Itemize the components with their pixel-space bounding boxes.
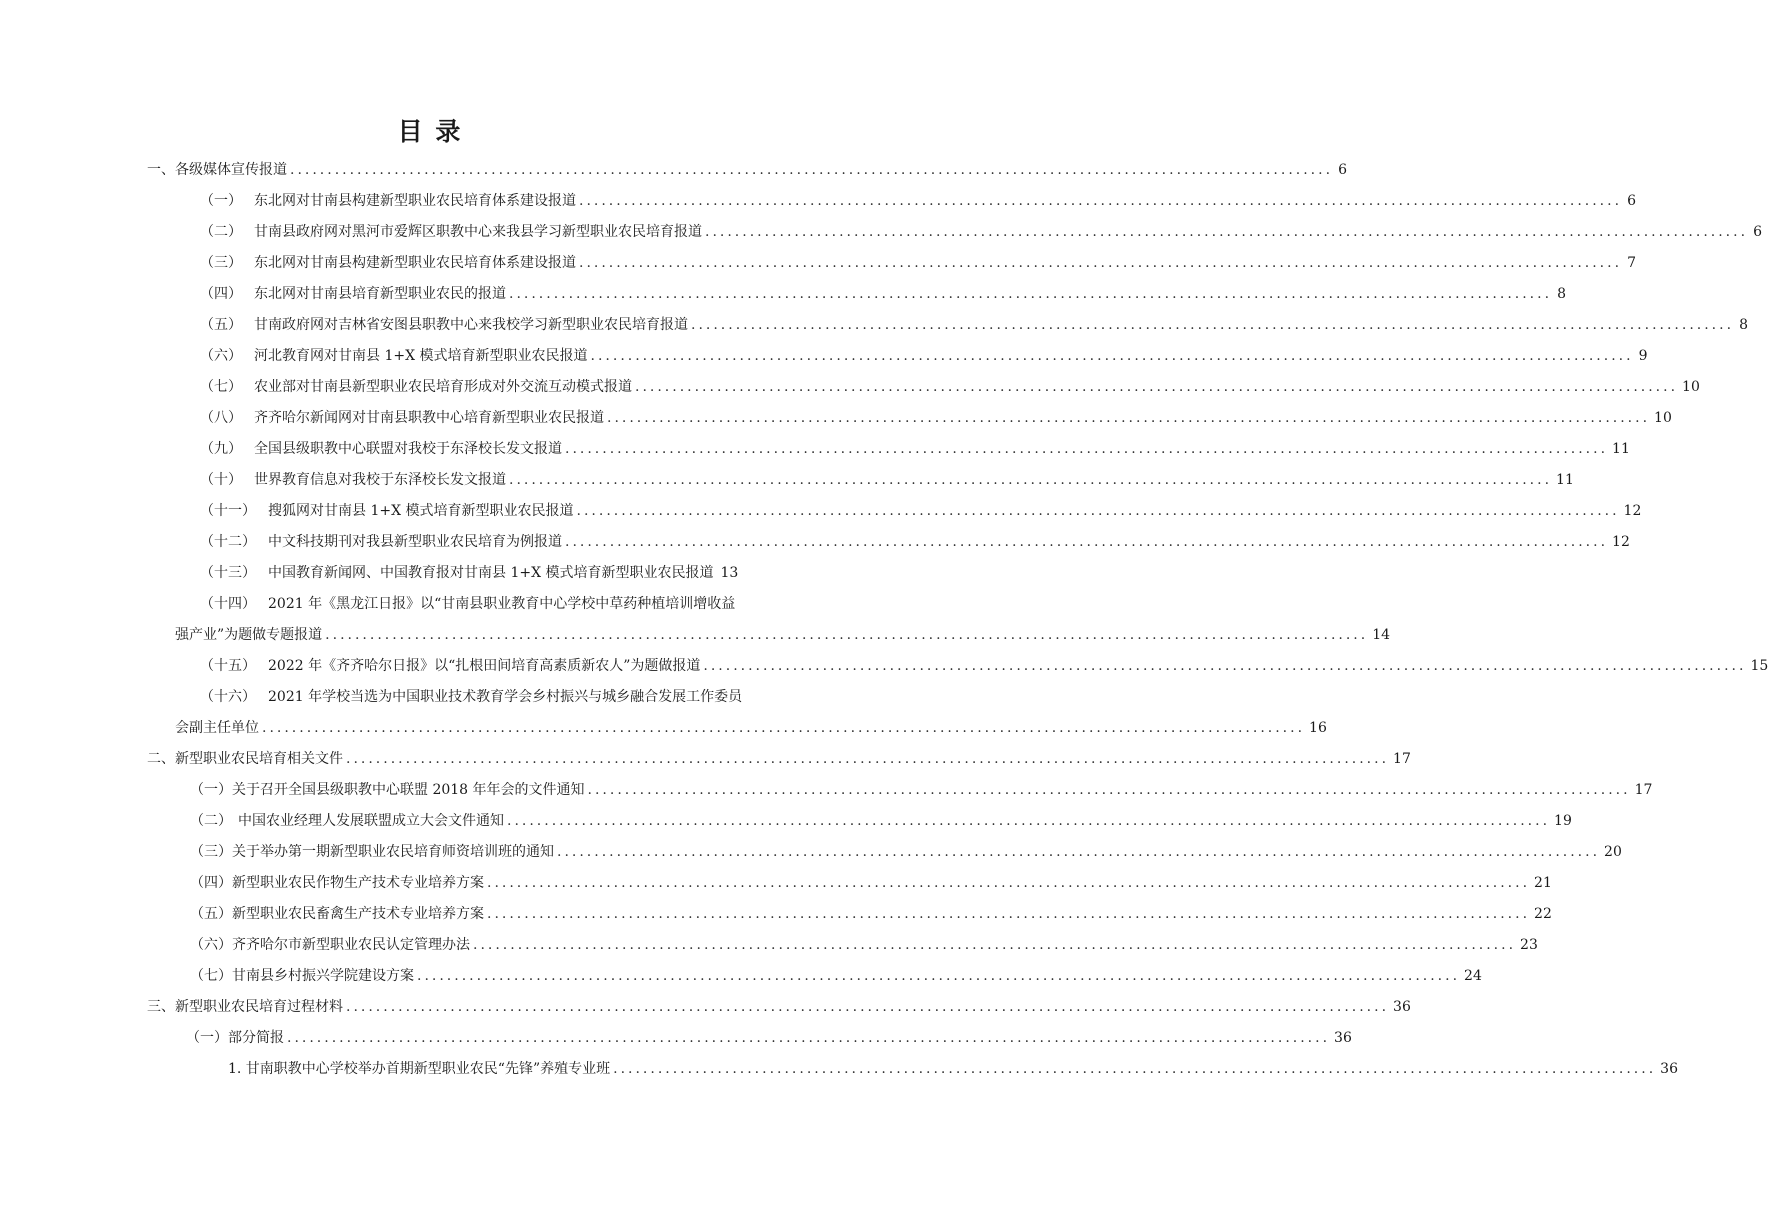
toc-page-number: 24 (1464, 968, 1482, 984)
leader-dots: ............................................................................................................................................ (287, 1030, 1331, 1046)
item-number: （五） (190, 906, 232, 922)
item-title: 关于举办第一期新型职业农民培育师资培训班的通知 (232, 844, 554, 860)
item-title: 2021 年《黑龙江日报》以“甘南县职业教育中心学校中草药种植培训增收益 (268, 596, 736, 612)
item-number: （四） (200, 286, 242, 302)
toc-page-number: 23 (1520, 937, 1538, 953)
leader-dots: ............................................................................................................................................ (607, 410, 1651, 426)
toc-item-2-6[interactable] (190, 934, 1538, 956)
toc-page-number: 14 (1372, 627, 1391, 643)
toc-page-number: 17 (1634, 782, 1653, 798)
toc-item-1-11[interactable] (200, 500, 1642, 522)
toc-section-1[interactable] (147, 159, 1348, 181)
toc-section-3[interactable] (147, 996, 1411, 1018)
item-title: 中文科技期刊对我县新型职业农民培育为例报道 (268, 534, 562, 550)
toc-item-1-14[interactable] (175, 624, 1391, 646)
leader-dots: ............................................................................................................................................ (346, 751, 1390, 767)
item-title-continued: 强产业”为题做专题报道 (175, 627, 323, 643)
toc-label: 1. 甘南职教中心学校举办首期新型职业农民“先锋”养殖专业班 (228, 1061, 611, 1077)
toc-page-number: 36 (1660, 1061, 1678, 1077)
toc-item-1-14-line1[interactable] (200, 593, 735, 615)
toc-item-1-7[interactable] (200, 376, 1700, 398)
toc-label: （一）部分简报 (186, 1030, 284, 1046)
toc-page-number: 15 (1750, 658, 1768, 674)
item-number: （二） (190, 813, 232, 829)
item-title: 齐齐哈尔市新型职业农民认定管理办法 (232, 937, 470, 953)
leader-dots: ............................................................................................................................................ (262, 720, 1306, 736)
leader-dots: ............................................................................................................................................ (507, 813, 1551, 829)
item-title: 东北网对甘南县构建新型职业农民培育体系建设报道 (254, 255, 576, 271)
item-number: （五） (200, 317, 242, 333)
leader-dots: ............................................................................................................................................ (509, 472, 1553, 488)
leader-dots: ............................................................................................................................................ (613, 1061, 1657, 1077)
item-title: 搜狐网对甘南县 1+X 模式培育新型职业农民报道 (268, 503, 574, 519)
item-number: （七） (190, 968, 232, 984)
item-title: 东北网对甘南县培育新型职业农民的报道 (254, 286, 506, 302)
item-number: （十） (200, 472, 242, 488)
page-title: 目 录 (397, 117, 463, 146)
item-title: 中国农业经理人发展联盟成立大会文件通知 (238, 813, 504, 829)
toc-page-number: 6 (1627, 193, 1637, 209)
item-number: （七） (200, 379, 242, 395)
leader-dots: ............................................................................................................................................ (346, 999, 1390, 1015)
toc-page-number: 8 (1739, 317, 1749, 333)
toc-item-3-1-1[interactable] (228, 1058, 1678, 1080)
item-title: 中国教育新闻网、中国教育报对甘南县 1+X 模式培育新型职业农民报道 (268, 565, 714, 581)
toc-page-number: 7 (1627, 255, 1637, 271)
toc-item-1-3[interactable] (200, 252, 1637, 274)
toc-page-number: 10 (1682, 379, 1700, 395)
item-title: 关于召开全国县级职教中心联盟 2018 年年会的文件通知 (232, 782, 585, 798)
toc-page-number: 13 (720, 565, 739, 581)
item-title: 农业部对甘南县新型职业农民培育形成对外交流互动模式报道 (254, 379, 632, 395)
item-number: （三） (190, 844, 232, 860)
item-title: 河北教育网对甘南县 1+X 模式培育新型职业农民报道 (254, 348, 588, 364)
toc-item-1-15[interactable] (200, 655, 1768, 677)
item-number: （十四） (200, 596, 256, 612)
toc-item-1-1[interactable] (200, 190, 1637, 212)
toc-item-1-2[interactable] (200, 221, 1763, 243)
item-title: 甘南县乡村振兴学院建设方案 (232, 968, 414, 984)
item-title: 2021 年学校当选为中国职业技术教育学会乡村振兴与城乡融合发展工作委员 (268, 689, 743, 705)
toc-page-number: 6 (1338, 162, 1348, 178)
toc-label: 三、新型职业农民培育过程材料 (147, 999, 343, 1015)
item-number: （十三） (200, 565, 256, 581)
leader-dots: ............................................................................................................................................ (325, 627, 1369, 643)
item-number: （九） (200, 441, 242, 457)
toc-item-1-12[interactable] (200, 531, 1630, 553)
toc-page-number: 11 (1612, 441, 1630, 457)
item-number: （十六） (200, 689, 256, 705)
toc-item-2-7[interactable] (190, 965, 1482, 987)
leader-dots: ............................................................................................................................................ (487, 906, 1531, 922)
toc-item-1-6[interactable] (200, 345, 1648, 367)
toc-item-1-13[interactable] (200, 562, 739, 584)
leader-dots: ............................................................................................................................................ (473, 937, 1517, 953)
toc-label: 一、各级媒体宣传报道 (147, 162, 287, 178)
leader-dots: ............................................................................................................................................ (565, 534, 1609, 550)
item-title: 齐齐哈尔新闻网对甘南县职教中心培育新型职业农民报道 (254, 410, 604, 426)
toc-item-2-4[interactable] (190, 872, 1552, 894)
toc-item-1-10[interactable] (200, 469, 1574, 491)
item-title: 新型职业农民作物生产技术专业培养方案 (232, 875, 484, 891)
item-title-continued: 会副主任单位 (175, 720, 259, 736)
toc-page-number: 12 (1612, 534, 1630, 550)
toc-item-2-3[interactable] (190, 841, 1622, 863)
item-number: （四） (190, 875, 232, 891)
toc-page-number: 16 (1309, 720, 1327, 736)
leader-dots: ............................................................................................................................................ (579, 193, 1623, 209)
item-number: （六） (190, 937, 232, 953)
item-title: 2022 年《齐齐哈尔日报》以“扎根田间培育高素质新农人”为题做报道 (268, 658, 701, 674)
item-number: （三） (200, 255, 242, 271)
toc-page-number: 8 (1557, 286, 1567, 302)
leader-dots: ............................................................................................................................................ (290, 162, 1334, 178)
item-number: （一） (190, 782, 232, 798)
toc-page-number: 20 (1604, 844, 1622, 860)
item-number: （八） (200, 410, 242, 426)
toc-item-1-16-line1[interactable] (200, 686, 742, 708)
toc-item-2-2[interactable] (190, 810, 1572, 832)
item-number: （十二） (200, 534, 256, 550)
toc-item-1-16[interactable] (175, 717, 1327, 739)
leader-dots: ............................................................................................................................................ (417, 968, 1461, 984)
toc-page-number: 6 (1753, 224, 1763, 240)
toc-item-2-1[interactable] (190, 779, 1653, 801)
item-title: 东北网对甘南县构建新型职业农民培育体系建设报道 (254, 193, 576, 209)
toc-label: 二、新型职业农民培育相关文件 (147, 751, 343, 767)
toc-section-2[interactable] (147, 748, 1411, 770)
leader-dots: ............................................................................................................................................ (587, 782, 1631, 798)
toc-page-number: 17 (1393, 751, 1411, 767)
item-number: （一） (200, 193, 242, 209)
item-title: 全国县级职教中心联盟对我校于东泽校长发文报道 (254, 441, 562, 457)
toc-page-number: 12 (1623, 503, 1642, 519)
toc-page-number: 9 (1638, 348, 1648, 364)
item-title: 世界教育信息对我校于东泽校长发文报道 (254, 472, 506, 488)
leader-dots: ............................................................................................................................................ (487, 875, 1531, 891)
toc-page-number: 22 (1534, 906, 1552, 922)
toc-page-number: 36 (1393, 999, 1411, 1015)
leader-dots: ............................................................................................................................................ (565, 441, 1609, 457)
leader-dots: ............................................................................................................................................ (576, 503, 1620, 519)
toc-page-number: 19 (1554, 813, 1572, 829)
item-number: （六） (200, 348, 242, 364)
leader-dots: ............................................................................................................................................ (691, 317, 1735, 333)
leader-dots: ............................................................................................................................................ (579, 255, 1623, 271)
item-number: （二） (200, 224, 242, 240)
leader-dots: ............................................................................................................................................ (705, 224, 1749, 240)
toc-item-2-5[interactable] (190, 903, 1552, 925)
leader-dots: ............................................................................................................................................ (590, 348, 1634, 364)
leader-dots: ............................................................................................................................................ (703, 658, 1747, 674)
toc-page-number: 36 (1334, 1030, 1352, 1046)
toc-page-number: 11 (1556, 472, 1574, 488)
item-number: （十五） (200, 658, 256, 674)
item-title: 新型职业农民畜禽生产技术专业培养方案 (232, 906, 484, 922)
toc-page-number: 21 (1534, 875, 1552, 891)
toc-page-number: 10 (1654, 410, 1672, 426)
leader-dots: ............................................................................................................................................ (557, 844, 1601, 860)
item-title: 甘南县政府网对黑河市爱辉区职教中心来我县学习新型职业农民培育报道 (254, 224, 702, 240)
toc-item-1-9[interactable] (200, 438, 1630, 460)
leader-dots: ............................................................................................................................................ (509, 286, 1553, 302)
toc-item-1-5[interactable] (200, 314, 1749, 336)
leader-dots: ............................................................................................................................................ (635, 379, 1679, 395)
item-number: （十一） (200, 503, 256, 519)
toc-item-1-4[interactable] (200, 283, 1567, 305)
toc-item-1-8[interactable] (200, 407, 1672, 429)
toc-item-3-1[interactable] (186, 1027, 1352, 1049)
item-title: 甘南政府网对吉林省安图县职教中心来我校学习新型职业农民培育报道 (254, 317, 688, 333)
